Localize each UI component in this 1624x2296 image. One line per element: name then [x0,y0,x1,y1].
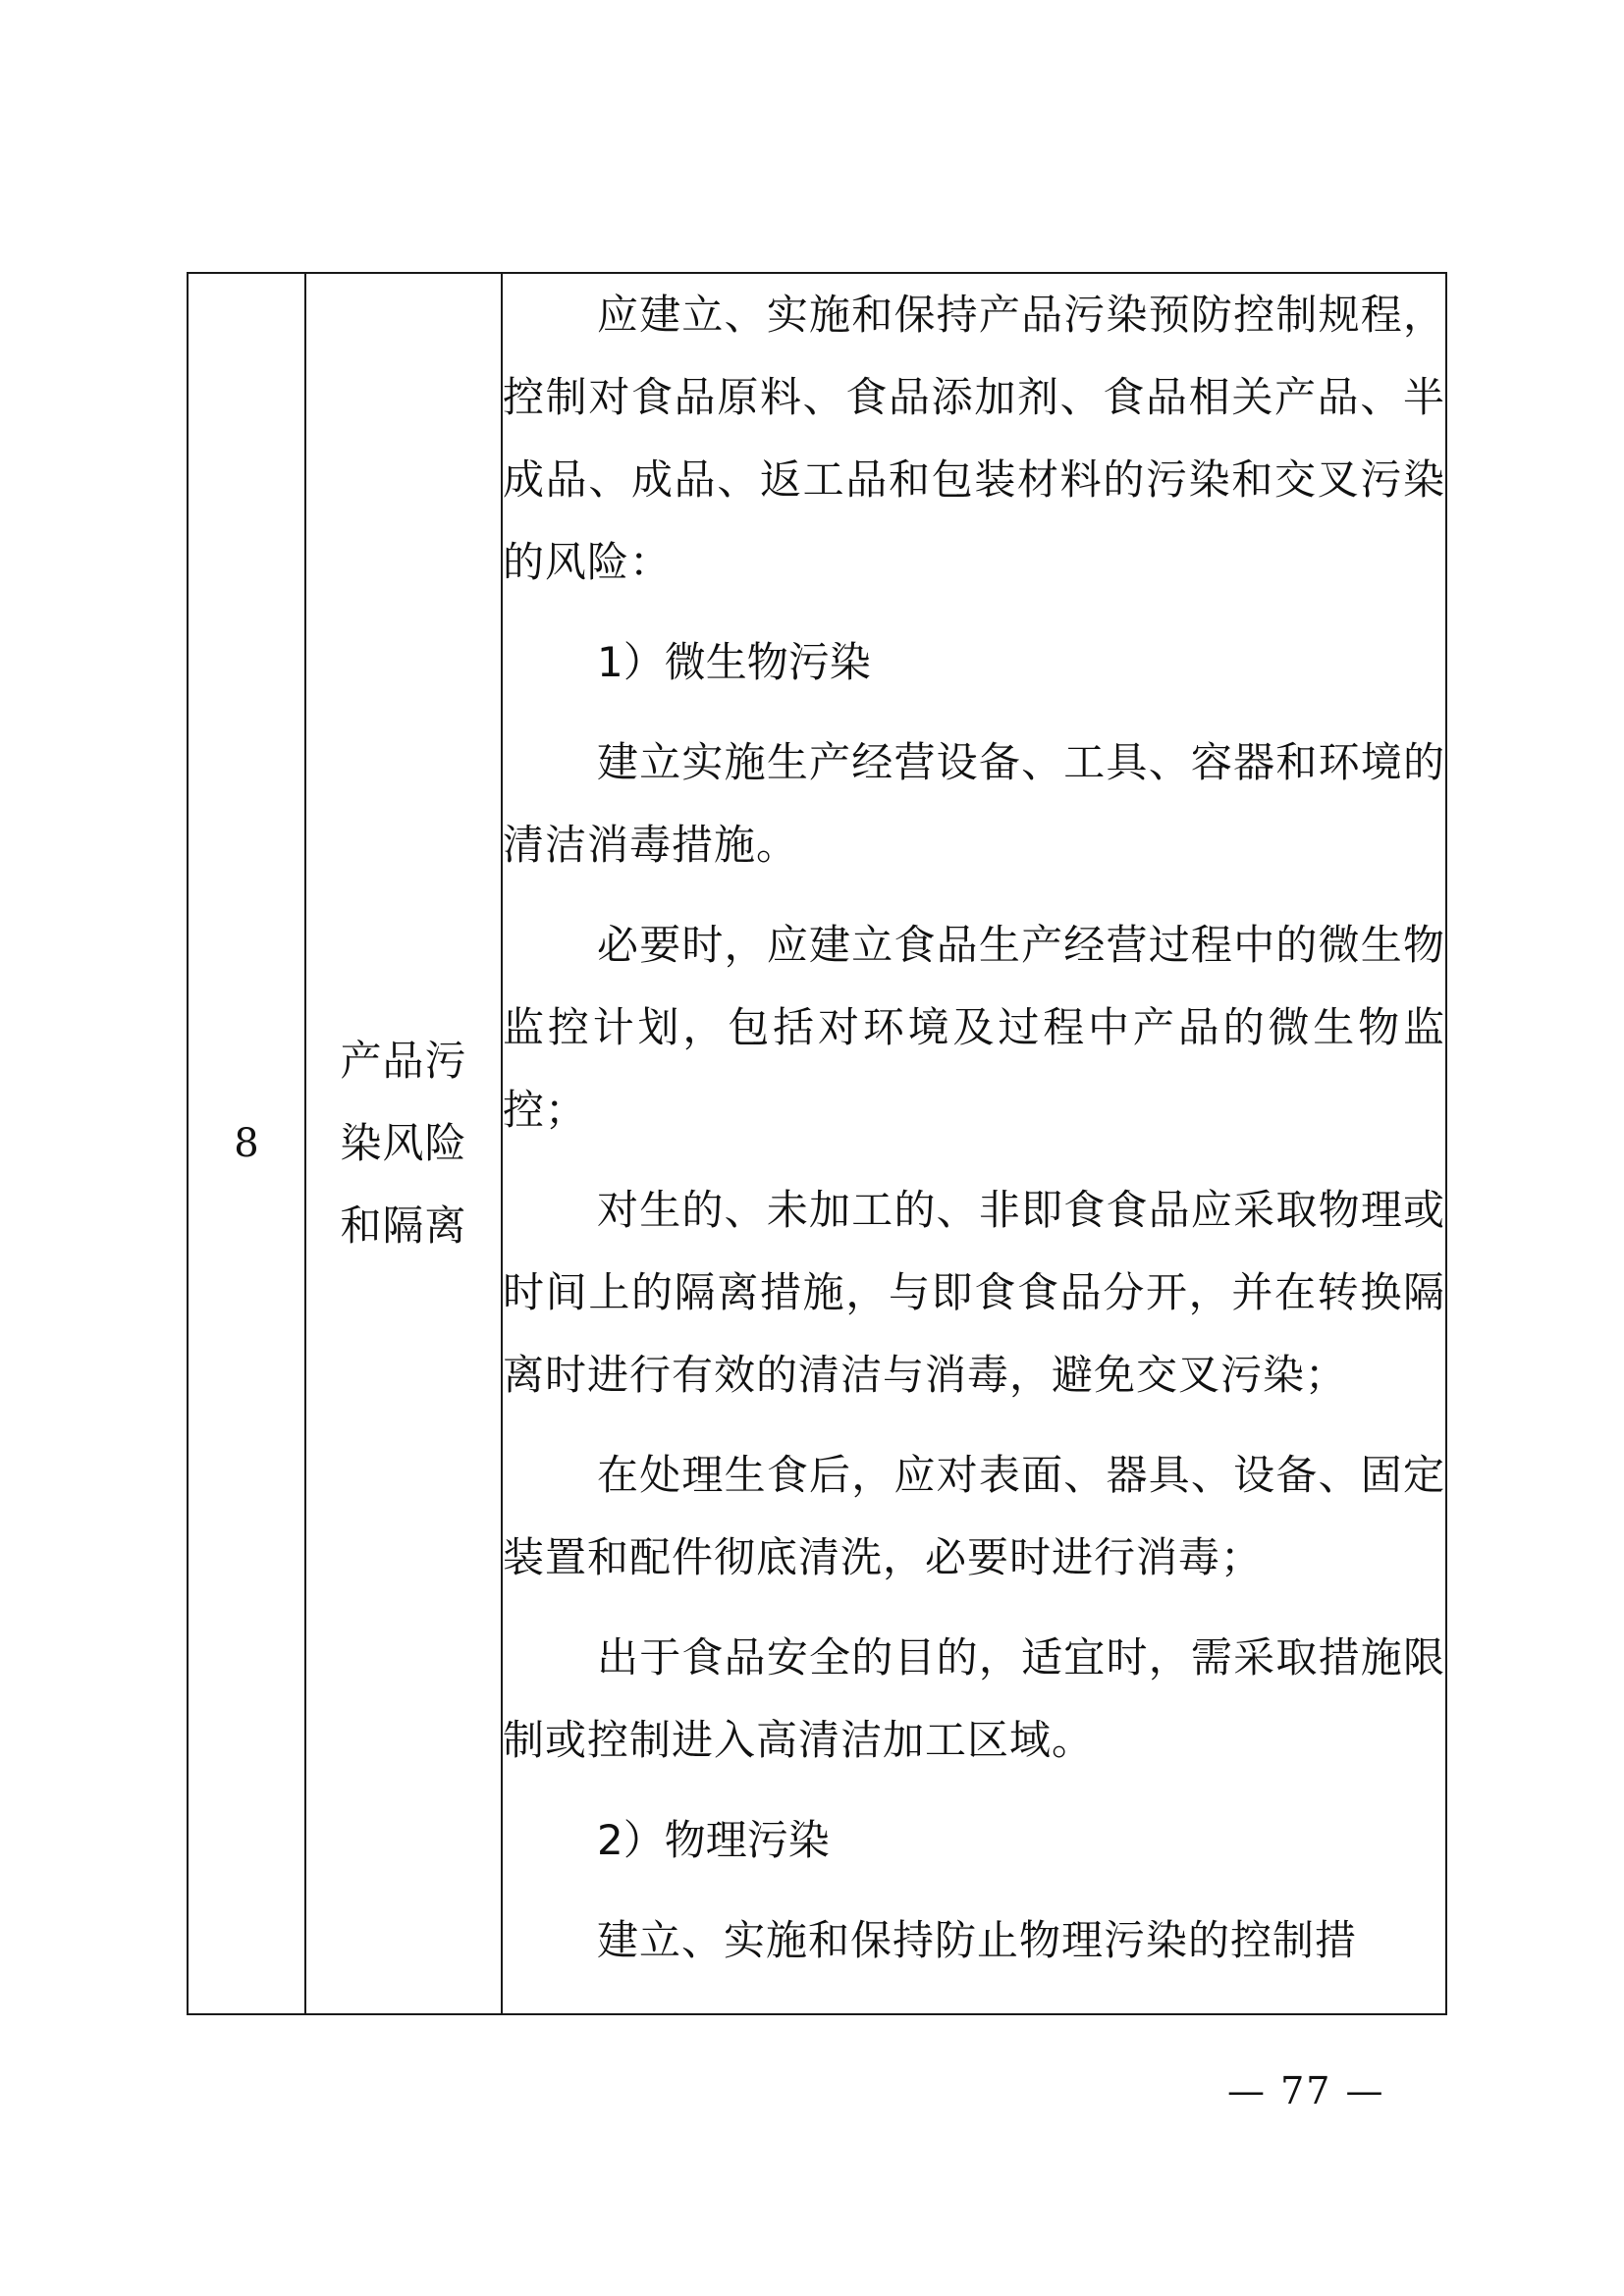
content-cell [502,273,1446,2014]
content-paragraph: 必要时，应建立食品生产经营过程中的微生物监控计划，包括对环境及过程中产品的微生物监控； [503,921,1445,1134]
content-paragraph: 在处理生食后，应对表面、器具、设备、固定装置和配件彻底清洗，必要时进行消毒； [503,1451,1445,1581]
table-row [188,273,1446,2014]
requirements-table [187,272,1447,2015]
content-paragraph: 出于食品安全的目的，适宜时，需采取措施限制或控制进入高清洁加工区域。 [503,1633,1445,1764]
topic-cell [305,273,502,2014]
row-number: 8 [188,273,305,2014]
section-heading: 2）物理污染 [597,1816,830,1864]
topic-line: 和隔离 [340,1201,467,1250]
page-number: — 77 — [1227,2069,1385,2112]
content-paragraph: 应建立、实施和保持产品污染预防控制规程，控制对食品原料、食品添加剂、食品相关产品、半成品、成品、返工品和包装材料的污染和交叉污染的风险： [503,291,1445,586]
content-paragraph: 对生的、未加工的、非即食食品应采取物理或时间上的隔离措施，与即食食品分开，并在转换隔离时进行有效的清洁与消毒，避免交叉污染； [503,1186,1445,1399]
topic-line: 产品污 [340,1037,467,1085]
content-paragraph: 建立、实施和保持防止物理污染的控制措 [597,1916,1358,1964]
content-paragraph: 建立实施生产经营设备、工具、容器和环境的清洁消毒措施。 [503,738,1445,869]
section-heading: 1）微生物污染 [597,638,871,686]
topic-line: 染风险 [340,1119,467,1167]
